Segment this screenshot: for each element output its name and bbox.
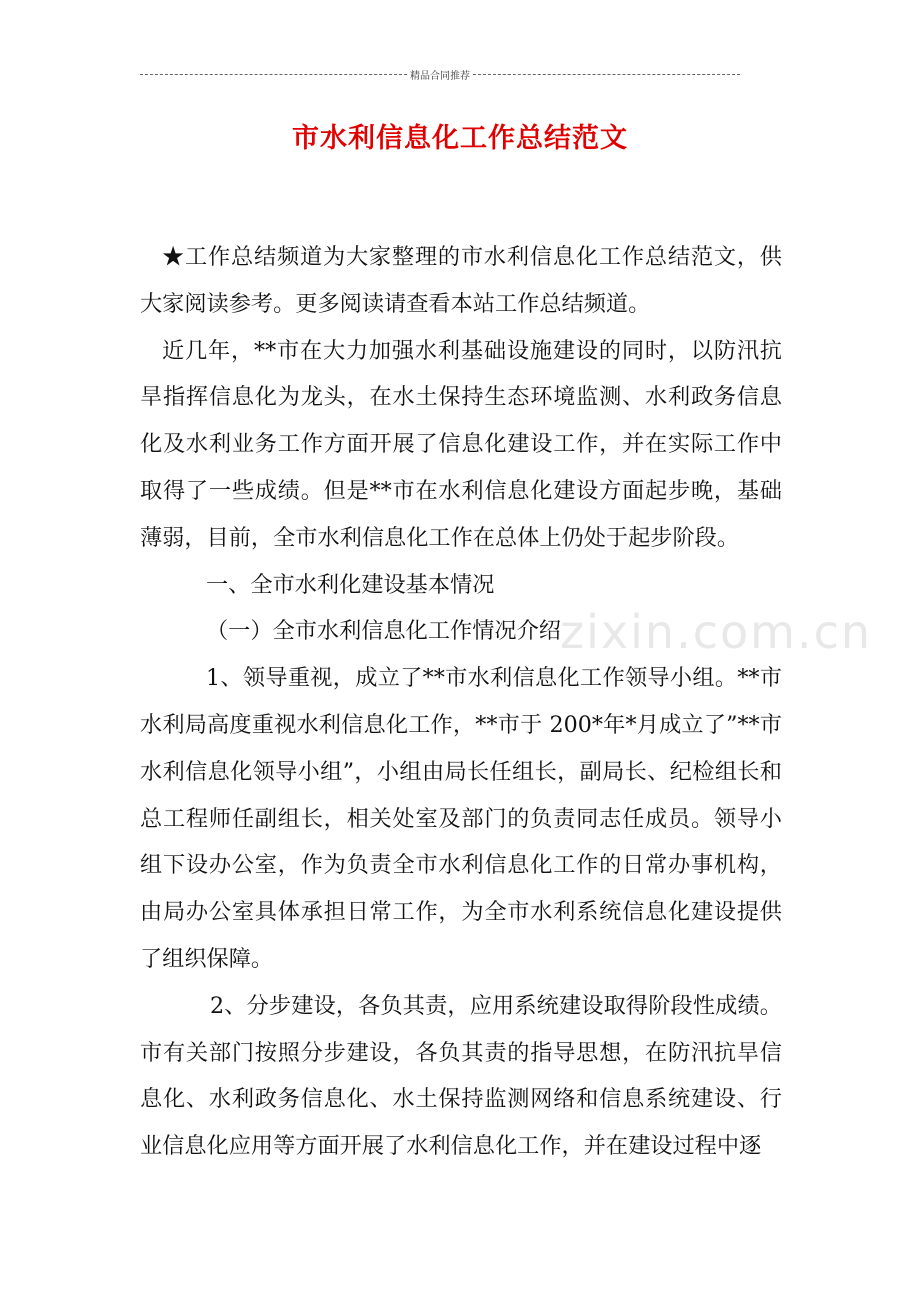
header-label: 精品合同推荐 — [410, 70, 470, 82]
subsection-heading-1: （一）全市水利信息化工作情况介绍 — [206, 618, 561, 645]
header-dashed-line-right — [473, 74, 740, 75]
paragraph-item-1: 1、领导重视，成立了**市水利信息化工作领导小组。**市水利局高度重视水利信息化工作，**市于 200*年*月成立了”**市水利信息化领导小组”，小组由局长任组长，副局长、纪检组长和总工程师任副组长，相关处室及部门的负责同志任成员。领导小组下设办公室，作为负责全市水利信息化工作的日常办事机构，由局办公室具体承担日常工作，为全市水利系统信息化建设提供了组织保障。 — [140, 665, 782, 972]
header-dashed-line-left — [140, 74, 407, 75]
section-heading-1: 一、全市水利化建设基本情况 — [206, 571, 495, 598]
document-title: 市水利信息化工作总结范文 — [292, 123, 628, 154]
paragraph-intro: ★工作总结频道为大家整理的市水利信息化工作总结范文，供大家阅读参考。更多阅读请查看本站工作总结频道。 — [140, 244, 782, 317]
document-body — [140, 234, 782, 1170]
paragraph-overview: 近几年，**市在大力加强水利基础设施建设的同时，以防汛抗旱指挥信息化为龙头，在水土保持生态环境监测、水利政务信息化及水利业务工作方面开展了信息化建设工作，并在实际工作中取得了一些成绩。但是**市在水利信息化建设方面起步晚，基础薄弱，目前，全市水利信息化工作在总体上仍处于起步阶段。 — [140, 337, 782, 551]
watermark: zixin.com.cn — [560, 605, 873, 659]
paragraph-item-2: 2、分步建设，各负其责，应用系统建设取得阶段性成绩。市有关部门按照分步建设，各负其责的指导思想，在防汛抗旱信息化、水利政务信息化、水土保持监测网络和信息系统建设、行业信息化应用等方面开展了水利信息化工作，并在建设过程中逐 — [140, 992, 782, 1160]
page-header — [140, 66, 740, 82]
